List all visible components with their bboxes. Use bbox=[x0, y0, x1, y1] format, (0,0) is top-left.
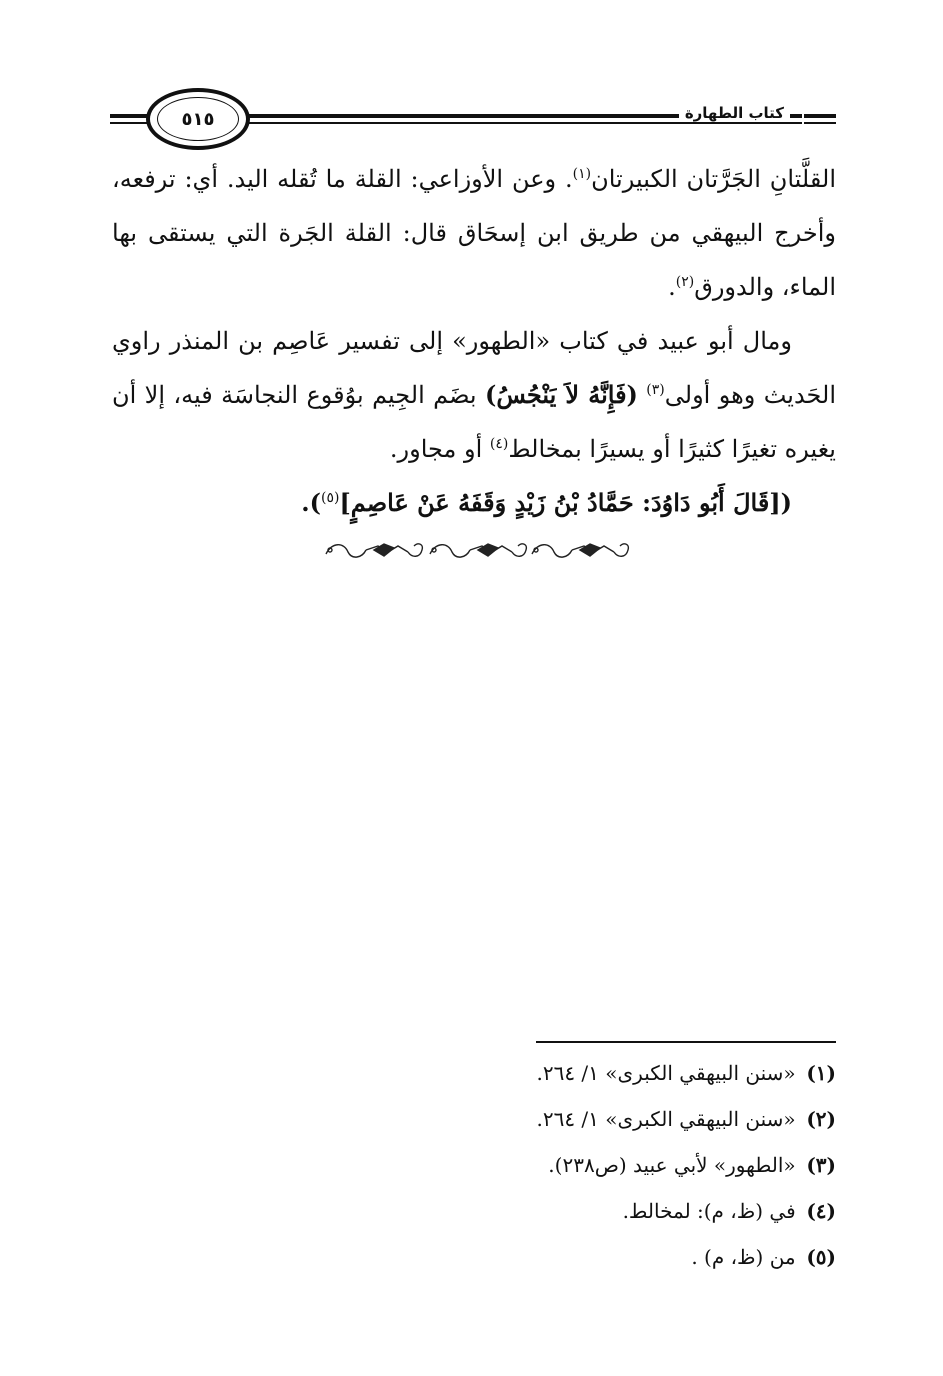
running-title: كتاب الطهارة bbox=[679, 104, 790, 122]
header-rule-right-thin bbox=[804, 122, 836, 124]
footnote-text: «سنن البيهقي الكبرى» ١/ ٢٦٤. bbox=[536, 1061, 796, 1085]
p1-text-2: . وعن الأوزاعي: القلة ما تُقله اليد. أي: ترفعه، وأخرج البيهقي من طريق ابن إسحَاق قال: القلة الجَرة التي يستقى بها الماء، والدورق bbox=[112, 165, 836, 301]
footnote-item bbox=[300, 1096, 836, 1142]
footnote-text: «الطهور» لأبي عبيد (ص٢٣٨). bbox=[548, 1153, 796, 1177]
p2-text-4: أو مجاور. bbox=[389, 435, 490, 463]
footnote-item bbox=[300, 1234, 836, 1280]
footnote-separator bbox=[536, 1041, 836, 1043]
footnote-number: (٤) bbox=[806, 1199, 836, 1223]
section-end-ornament bbox=[322, 538, 632, 564]
page-number-ring bbox=[157, 97, 239, 141]
header-rule-main-thin bbox=[246, 122, 802, 124]
header-rule-left-thin bbox=[110, 122, 150, 124]
paragraph-1 bbox=[112, 152, 836, 314]
running-header bbox=[110, 86, 836, 156]
hadith-quote: (فَإِنَّهُ لاَ يَنْجُسُ) bbox=[484, 380, 638, 409]
footnote-number: (٢) bbox=[806, 1107, 836, 1131]
footnote-number: (١) bbox=[806, 1061, 836, 1085]
body-text bbox=[112, 152, 836, 530]
page-number-badge bbox=[146, 88, 250, 150]
ornament-motif-3 bbox=[532, 544, 628, 557]
footnote-item bbox=[300, 1050, 836, 1096]
header-rule-left-thick bbox=[110, 114, 150, 118]
p3-closing: ). bbox=[301, 488, 321, 517]
p1-text-3: . bbox=[668, 273, 676, 301]
footnote-number: (٣) bbox=[806, 1153, 836, 1177]
footnote-text: في (ظ، م): لمخالط. bbox=[622, 1199, 796, 1223]
footnote-item bbox=[300, 1188, 836, 1234]
p2-text-3: بضَم الجِيم بوُقوع النجاسَة فيه، إلا أن يغيره تغيرًا كثيرًا أو يسيرًا بمخالط bbox=[112, 381, 836, 463]
footnote-text: «سنن البيهقي الكبرى» ١/ ٢٦٤. bbox=[536, 1107, 796, 1131]
footnote-text: من (ظ، م) . bbox=[691, 1245, 796, 1269]
header-rule-right-thick bbox=[804, 114, 836, 118]
p2-text-1: ومال أبو عبيد في كتاب «الطهور» إلى تفسير عَاصِم بن المنذر راوي الحَديث وهو أولى bbox=[112, 327, 837, 409]
footnotes-list bbox=[300, 1050, 836, 1280]
paragraph-3 bbox=[112, 476, 836, 530]
ornament-motif-2 bbox=[430, 544, 526, 557]
ornament-motif-1 bbox=[326, 544, 422, 557]
footnote-ref-5: (٥) bbox=[320, 490, 340, 506]
footnote-ref-2: (٢) bbox=[675, 274, 695, 290]
paragraph-2 bbox=[112, 314, 836, 476]
p1-text-1: القلَّتانِ الجَرَّتان الكبيرتان bbox=[591, 165, 836, 193]
footnote-item bbox=[300, 1142, 836, 1188]
footnote-ref-3: (٣) bbox=[646, 382, 665, 398]
footnote-ref-4: (٤) bbox=[489, 436, 509, 452]
page-number: ٥١٥ bbox=[181, 108, 215, 130]
footnote-number: (٥) bbox=[806, 1245, 836, 1269]
footnote-ref-1: (١) bbox=[572, 166, 592, 182]
abu-dawud-quote: ([قَالَ أَبُو دَاوُدَ: حَمَّادُ بْنُ زَيْدٍ وَقَفَهُ عَنْ عَاصِمٍ] bbox=[339, 488, 792, 517]
